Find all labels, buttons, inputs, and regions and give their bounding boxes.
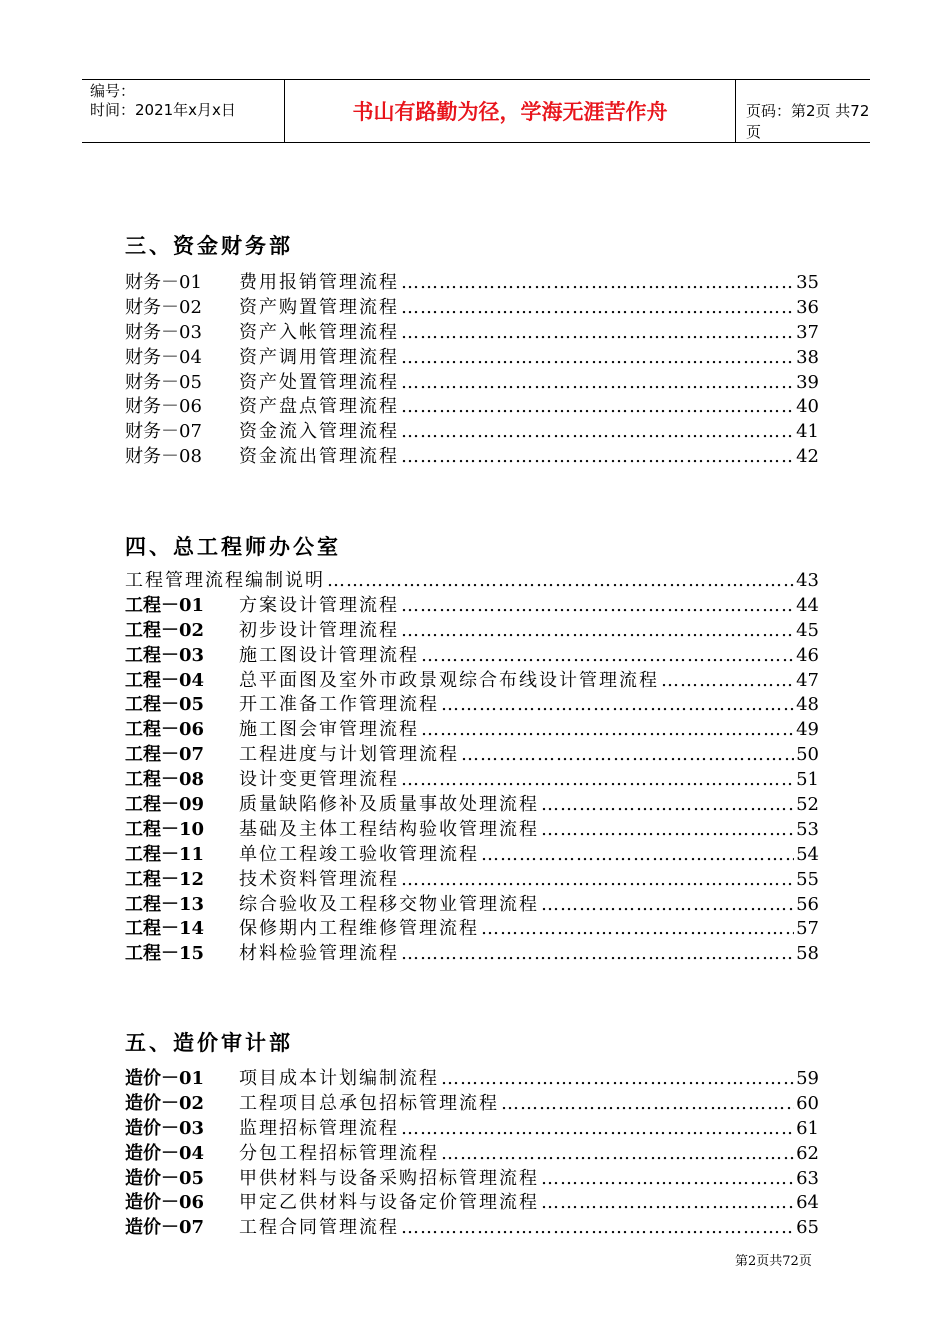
toc-page: 43 xyxy=(796,570,819,591)
toc-page: 64 xyxy=(796,1192,819,1214)
toc-leader-dots xyxy=(481,843,794,868)
toc-title: 甲供材料与设备采购招标管理流程 xyxy=(239,1167,539,1189)
toc-leader-dots xyxy=(541,1167,794,1192)
toc-row[interactable] xyxy=(125,1142,819,1167)
toc-row[interactable] xyxy=(125,346,819,371)
toc-page: 36 xyxy=(796,296,819,318)
toc-page: 54 xyxy=(796,843,819,865)
toc-page: 48 xyxy=(796,694,819,716)
toc-leader-dots xyxy=(401,619,794,644)
toc-code: 工程－08 xyxy=(125,769,205,791)
toc-leader-dots xyxy=(541,1191,794,1216)
toc-page: 35 xyxy=(796,272,819,293)
toc-code: 造价－07 xyxy=(125,1217,205,1239)
toc-code: 财务－04 xyxy=(125,346,202,368)
toc-page: 37 xyxy=(796,321,819,343)
toc-page: 62 xyxy=(796,1142,819,1164)
toc-page: 42 xyxy=(796,446,819,468)
toc-row[interactable] xyxy=(125,1216,819,1241)
toc-code: 造价－02 xyxy=(125,1092,205,1114)
toc-title: 资产购置管理流程 xyxy=(239,296,399,318)
toc-title: 资产盘点管理流程 xyxy=(239,396,399,418)
toc-row[interactable] xyxy=(125,1092,819,1117)
toc-code: 工程－15 xyxy=(125,943,205,965)
toc-row[interactable] xyxy=(125,669,819,694)
toc-row[interactable] xyxy=(125,1067,819,1092)
toc-title: 初步设计管理流程 xyxy=(239,619,399,641)
toc-page: 57 xyxy=(796,918,819,940)
toc-row[interactable] xyxy=(125,843,819,868)
toc-engineering xyxy=(125,569,819,967)
toc-row[interactable] xyxy=(125,718,819,743)
toc-leader-dots xyxy=(441,1067,794,1092)
toc-code: 造价－01 xyxy=(125,1068,205,1089)
toc-page: 47 xyxy=(796,669,819,691)
toc-code: 工程－10 xyxy=(125,818,205,840)
toc-row[interactable] xyxy=(125,594,819,619)
toc-row[interactable] xyxy=(125,793,819,818)
toc-page: 55 xyxy=(796,868,819,890)
toc-title: 保修期内工程维修管理流程 xyxy=(239,918,479,940)
toc-title: 工程项目总承包招标管理流程 xyxy=(239,1092,499,1114)
toc-title: 开工准备工作管理流程 xyxy=(239,694,439,716)
toc-code: 工程－12 xyxy=(125,868,205,890)
toc-code: 造价－04 xyxy=(125,1142,205,1164)
page-footer: 第2页共72页 xyxy=(735,1254,812,1269)
toc-code: 工程－11 xyxy=(125,843,205,865)
section-title-finance: 三、资金财务部 xyxy=(125,233,293,258)
toc-row[interactable] xyxy=(125,917,819,942)
toc-leader-dots xyxy=(401,445,794,470)
toc-title: 资产调用管理流程 xyxy=(239,346,399,368)
toc-code: 财务－08 xyxy=(125,446,202,468)
header-number-label: 编号： xyxy=(90,82,136,100)
toc-title: 质量缺陷修补及质量事故处理流程 xyxy=(239,794,539,816)
toc-title: 施工图会审管理流程 xyxy=(239,719,419,741)
toc-row[interactable] xyxy=(125,321,819,346)
toc-leader-dots xyxy=(541,793,794,818)
toc-page: 50 xyxy=(796,744,819,766)
toc-leader-dots xyxy=(421,644,794,669)
toc-title: 综合验收及工程移交物业管理流程 xyxy=(239,893,539,915)
toc-leader-dots xyxy=(481,917,794,942)
toc-page: 59 xyxy=(796,1068,819,1089)
toc-page: 41 xyxy=(796,421,819,443)
toc-row[interactable] xyxy=(125,868,819,893)
toc-title: 资产处置管理流程 xyxy=(239,371,399,393)
toc-title: 费用报销管理流程 xyxy=(239,272,399,293)
toc-row[interactable] xyxy=(125,743,819,768)
toc-leader-dots xyxy=(401,321,794,346)
toc-title: 材料检验管理流程 xyxy=(239,943,399,965)
toc-row[interactable] xyxy=(125,1167,819,1192)
toc-page: 44 xyxy=(796,594,819,616)
header-meta xyxy=(90,82,236,120)
toc-finance xyxy=(125,271,819,470)
toc-page: 40 xyxy=(796,396,819,418)
section-title-chief-engineer: 四、总工程师办公室 xyxy=(125,534,341,559)
toc-code: 造价－06 xyxy=(125,1192,205,1214)
toc-page: 51 xyxy=(796,769,819,791)
toc-row[interactable] xyxy=(125,619,819,644)
toc-code: 工程－07 xyxy=(125,744,205,766)
toc-code: 财务－01 xyxy=(125,272,202,293)
toc-leader-dots xyxy=(501,1092,794,1117)
toc-code: 工程－14 xyxy=(125,918,205,940)
toc-leader-dots xyxy=(661,669,794,694)
toc-page: 63 xyxy=(796,1167,819,1189)
toc-leader-dots xyxy=(401,420,794,445)
toc-code: 工程－09 xyxy=(125,794,205,816)
toc-leader-dots xyxy=(401,768,794,793)
toc-row[interactable] xyxy=(125,768,819,793)
toc-cost xyxy=(125,1067,819,1241)
toc-leader-dots xyxy=(401,1216,794,1241)
toc-row[interactable] xyxy=(125,818,819,843)
toc-leader-dots xyxy=(401,942,794,967)
toc-leader-dots xyxy=(461,743,794,768)
toc-code: 工程－02 xyxy=(125,619,205,641)
header-page-label: 页码：第2页 共72页 xyxy=(746,102,870,141)
toc-leader-dots xyxy=(541,818,794,843)
toc-title: 项目成本计划编制流程 xyxy=(239,1068,439,1089)
toc-title: 资金流入管理流程 xyxy=(239,421,399,443)
toc-code: 工程－04 xyxy=(125,669,205,691)
header-motto: 书山有路勤为径，学海无涯苦作舟 xyxy=(284,80,736,142)
toc-row[interactable] xyxy=(125,271,819,296)
toc-leader-dots xyxy=(401,296,794,321)
toc-row[interactable] xyxy=(125,420,819,445)
toc-title: 甲定乙供材料与设备定价管理流程 xyxy=(239,1192,539,1214)
toc-code: 工程－05 xyxy=(125,694,205,716)
toc-page: 52 xyxy=(796,794,819,816)
toc-code: 财务－02 xyxy=(125,296,202,318)
toc-title: 资产入帐管理流程 xyxy=(239,321,399,343)
toc-title: 工程合同管理流程 xyxy=(239,1217,399,1239)
toc-title: 工程进度与计划管理流程 xyxy=(239,744,459,766)
toc-row[interactable] xyxy=(125,693,819,718)
toc-code: 工程－03 xyxy=(125,644,205,666)
toc-code: 财务－06 xyxy=(125,396,202,418)
toc-leader-dots xyxy=(401,1117,794,1142)
toc-page: 61 xyxy=(796,1117,819,1139)
toc-code: 工程－01 xyxy=(125,594,205,616)
toc-title: 单位工程竣工验收管理流程 xyxy=(239,843,479,865)
toc-page: 39 xyxy=(796,371,819,393)
toc-row[interactable] xyxy=(125,1117,819,1142)
toc-page: 65 xyxy=(796,1217,819,1239)
toc-page: 60 xyxy=(796,1092,819,1114)
toc-title: 总平面图及室外市政景观综合布线设计管理流程 xyxy=(239,669,659,691)
toc-code: 财务－07 xyxy=(125,421,202,443)
toc-row[interactable] xyxy=(125,893,819,918)
toc-code: 工程－06 xyxy=(125,719,205,741)
toc-row[interactable] xyxy=(125,296,819,321)
toc-code: 造价－03 xyxy=(125,1117,205,1139)
toc-row[interactable] xyxy=(125,371,819,396)
toc-title: 资金流出管理流程 xyxy=(239,446,399,468)
toc-title: 基础及主体工程结构验收管理流程 xyxy=(239,818,539,840)
toc-title: 监理招标管理流程 xyxy=(239,1117,399,1139)
header-time-label: 时间：2021年x月x日 xyxy=(90,101,236,119)
toc-page: 45 xyxy=(796,619,819,641)
toc-leader-dots xyxy=(327,569,794,594)
toc-title: 设计变更管理流程 xyxy=(239,769,399,791)
toc-title: 技术资料管理流程 xyxy=(239,868,399,890)
toc-page: 49 xyxy=(796,719,819,741)
toc-page: 38 xyxy=(796,346,819,368)
toc-title: 分包工程招标管理流程 xyxy=(239,1142,439,1164)
toc-code: 财务－03 xyxy=(125,321,202,343)
section-title-cost-audit: 五、造价审计部 xyxy=(125,1030,293,1055)
toc-title: 施工图设计管理流程 xyxy=(239,644,419,666)
toc-row[interactable] xyxy=(125,1191,819,1216)
toc-leader-dots xyxy=(401,868,794,893)
page-header xyxy=(82,79,870,143)
toc-code: 造价－05 xyxy=(125,1167,205,1189)
toc-title: 工程管理流程编制说明 xyxy=(125,570,325,591)
toc-leader-dots xyxy=(441,1142,794,1167)
toc-page: 58 xyxy=(796,943,819,965)
toc-leader-dots xyxy=(421,718,794,743)
toc-leader-dots xyxy=(401,371,794,396)
toc-leader-dots xyxy=(441,693,794,718)
toc-leader-dots xyxy=(401,271,794,296)
toc-row[interactable] xyxy=(125,942,819,967)
toc-leader-dots xyxy=(401,594,794,619)
toc-row[interactable] xyxy=(125,395,819,420)
toc-row[interactable] xyxy=(125,445,819,470)
toc-code: 财务－05 xyxy=(125,371,202,393)
toc-code: 工程－13 xyxy=(125,893,205,915)
toc-row[interactable] xyxy=(125,569,819,594)
toc-page: 53 xyxy=(796,818,819,840)
toc-page: 56 xyxy=(796,893,819,915)
toc-page: 46 xyxy=(796,644,819,666)
toc-row[interactable] xyxy=(125,644,819,669)
toc-leader-dots xyxy=(541,893,794,918)
toc-leader-dots xyxy=(401,395,794,420)
toc-title: 方案设计管理流程 xyxy=(239,594,399,616)
toc-leader-dots xyxy=(401,346,794,371)
